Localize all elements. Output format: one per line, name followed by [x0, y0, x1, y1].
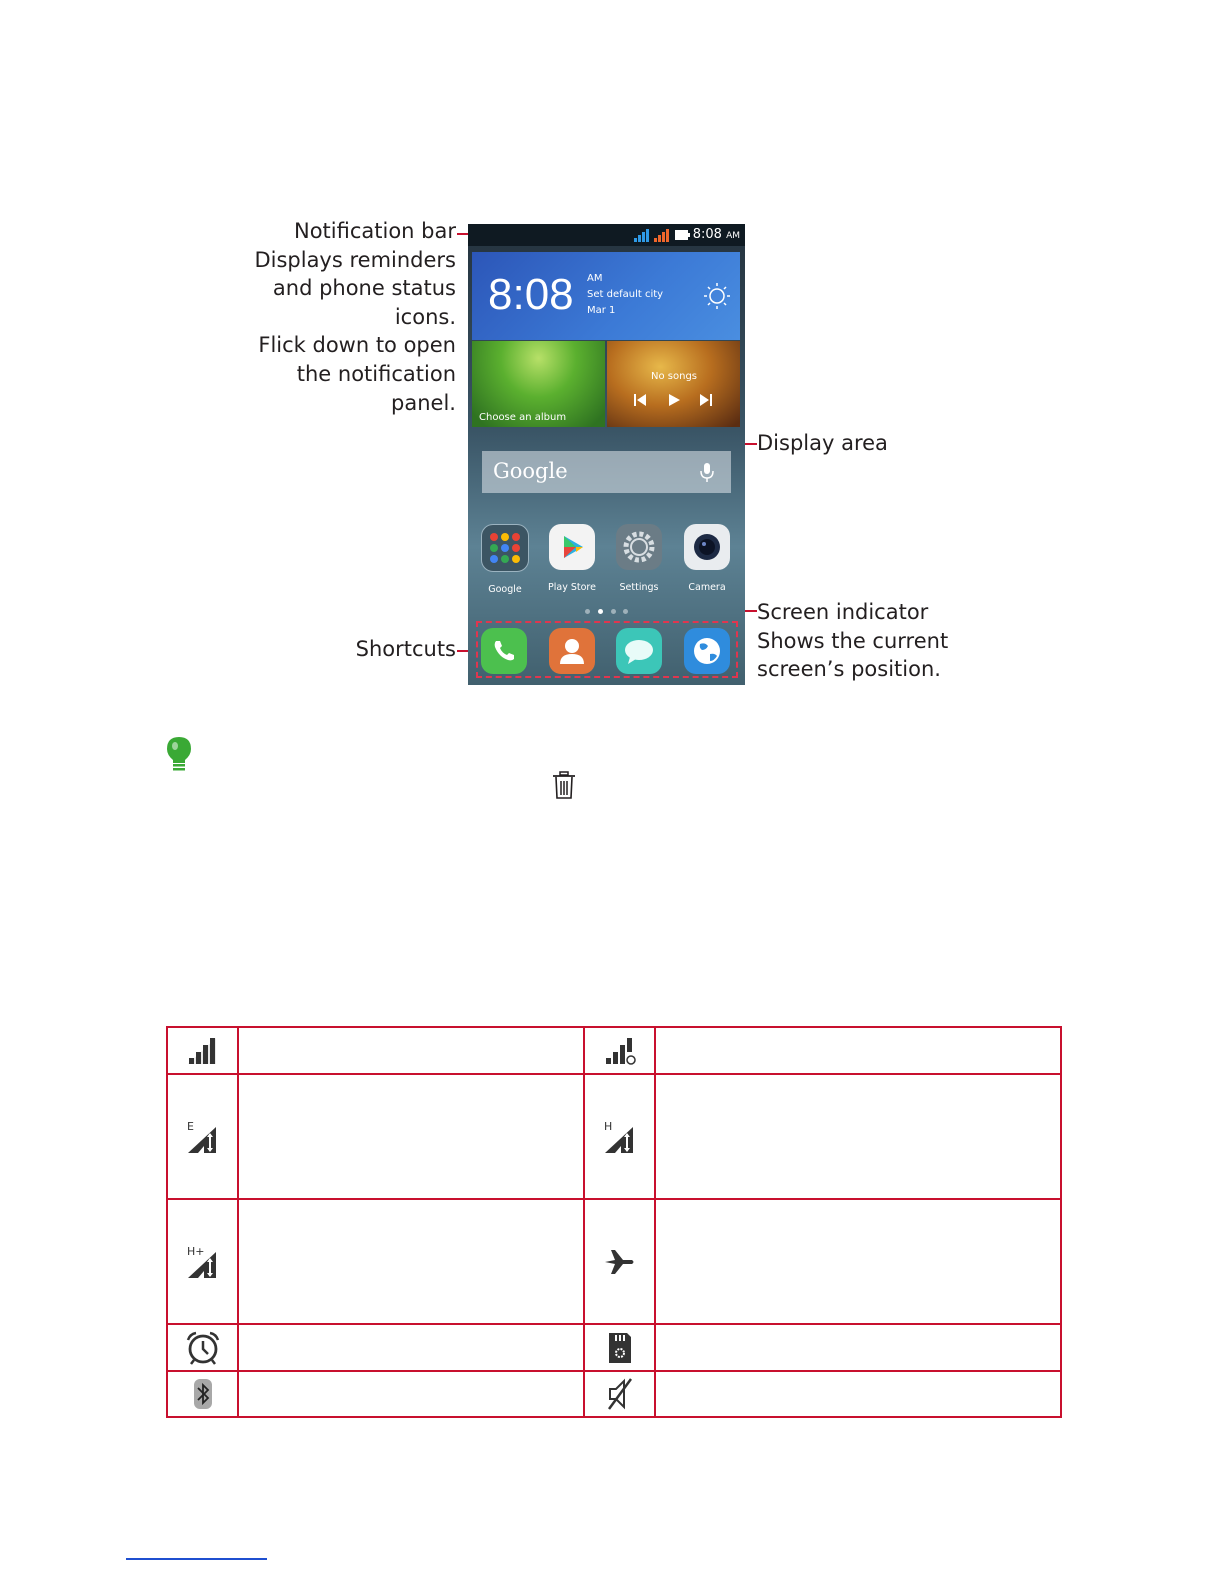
table-row	[167, 1371, 1061, 1417]
gallery-widget[interactable]	[472, 341, 605, 427]
phone-icon[interactable]	[481, 628, 527, 674]
svg-text:E: E	[186, 1119, 194, 1133]
contacts-icon[interactable]	[549, 628, 595, 674]
silent-mode-icon	[605, 1377, 635, 1411]
table-cell	[655, 1199, 1061, 1324]
callout-line: Shows the current	[757, 628, 949, 653]
edge-network-icon	[186, 1120, 220, 1154]
clock-weather-widget[interactable]	[472, 252, 740, 340]
callout-line: screen’s position.	[757, 657, 941, 682]
app-label: Google	[488, 584, 522, 595]
google-logo: Google	[493, 459, 568, 483]
google-search-bar[interactable]	[482, 451, 731, 493]
app-label: Play Store	[548, 582, 596, 593]
screen-indicator-dot[interactable]	[623, 609, 628, 614]
table-cell	[655, 1324, 1061, 1371]
table-cell	[167, 1324, 238, 1371]
callout-line: Screen indicator	[757, 600, 929, 624]
shortcuts-callout: Shortcuts	[355, 637, 456, 661]
screen-indicator-dot[interactable]	[611, 609, 616, 614]
table-row	[167, 1074, 1061, 1199]
trash-icon	[552, 771, 576, 799]
messaging-icon[interactable]	[616, 628, 662, 674]
screen-indicator-dot[interactable]	[585, 609, 590, 614]
app-google-folder[interactable]	[475, 524, 535, 595]
table-row	[167, 1324, 1061, 1371]
browser-icon[interactable]	[684, 628, 730, 674]
microphone-icon[interactable]	[700, 463, 714, 483]
previous-track-icon[interactable]	[633, 393, 647, 407]
status-clock	[693, 227, 740, 242]
table-cell	[655, 1371, 1061, 1417]
table-cell	[167, 1074, 238, 1199]
album-label: Choose an album	[479, 412, 567, 423]
bluetooth-icon	[192, 1378, 214, 1410]
play-store-icon	[549, 524, 595, 570]
table-cell	[238, 1027, 584, 1074]
phone-home-screen	[468, 224, 745, 685]
music-label: No songs	[651, 371, 698, 382]
table-cell	[584, 1324, 655, 1371]
screen-indicator-dot-active[interactable]	[598, 609, 603, 614]
table-cell	[238, 1371, 584, 1417]
table-cell	[167, 1027, 238, 1074]
callout-line: Displays reminders	[254, 247, 456, 272]
app-label: Settings	[619, 582, 659, 593]
play-icon[interactable]	[667, 393, 681, 407]
sun-weather-icon	[703, 282, 731, 310]
callout-line: Notification bar	[293, 219, 456, 243]
svg-text:H: H	[603, 1119, 612, 1133]
next-track-icon[interactable]	[699, 393, 713, 407]
widget-time: 8:08	[488, 270, 574, 319]
app-play-store[interactable]	[542, 524, 602, 593]
table-cell	[167, 1371, 238, 1417]
table-cell	[584, 1027, 655, 1074]
table-cell	[238, 1199, 584, 1324]
notification-callout	[216, 217, 456, 417]
table-row	[167, 1027, 1061, 1074]
status-clock-time: 8:08	[692, 227, 722, 242]
google-folder-icon	[481, 524, 529, 572]
lightbulb-tip-icon	[164, 736, 194, 774]
widget-ampm: AM	[587, 273, 603, 284]
table-cell	[584, 1199, 655, 1324]
table-cell	[238, 1074, 584, 1199]
music-widget[interactable]	[607, 341, 740, 427]
signal-icon	[654, 228, 670, 242]
table-cell	[655, 1027, 1061, 1074]
hspa-plus-network-icon	[186, 1245, 220, 1279]
table-cell	[167, 1199, 238, 1324]
app-settings[interactable]	[609, 524, 669, 593]
status-icons-table	[166, 1026, 1062, 1418]
alarm-icon	[185, 1331, 221, 1365]
callout-line: panel.	[391, 390, 456, 415]
table-cell	[238, 1324, 584, 1371]
callout-line: and phone status	[272, 276, 456, 301]
screen-indicator-callout	[757, 598, 948, 684]
camera-icon	[684, 524, 730, 570]
svg-text:H+: H+	[186, 1244, 204, 1258]
signal-strength-icon	[186, 1036, 220, 1066]
table-cell	[584, 1074, 655, 1199]
no-signal-icon	[603, 1036, 637, 1066]
widget-date: Mar 1	[587, 305, 616, 316]
app-camera[interactable]	[677, 524, 737, 593]
airplane-mode-icon	[603, 1247, 637, 1277]
table-row	[167, 1199, 1061, 1324]
widget-city: Set default city	[587, 289, 664, 300]
hspa-network-icon	[603, 1120, 637, 1154]
callout-line: the notification	[296, 361, 456, 386]
signal-icon	[634, 228, 650, 242]
app-label: Camera	[688, 582, 726, 593]
table-cell	[584, 1371, 655, 1417]
footer-link-underline	[126, 1558, 267, 1560]
callout-line: icons.	[394, 304, 456, 329]
settings-gear-icon	[616, 524, 662, 570]
battery-icon	[675, 230, 691, 240]
sd-card-preparing-icon	[607, 1331, 633, 1365]
status-clock-ampm: AM	[726, 231, 740, 241]
notification-bar[interactable]	[468, 224, 745, 246]
display-area-callout: Display area	[757, 431, 888, 455]
callout-line: Flick down to open	[258, 333, 456, 358]
table-cell	[655, 1074, 1061, 1199]
